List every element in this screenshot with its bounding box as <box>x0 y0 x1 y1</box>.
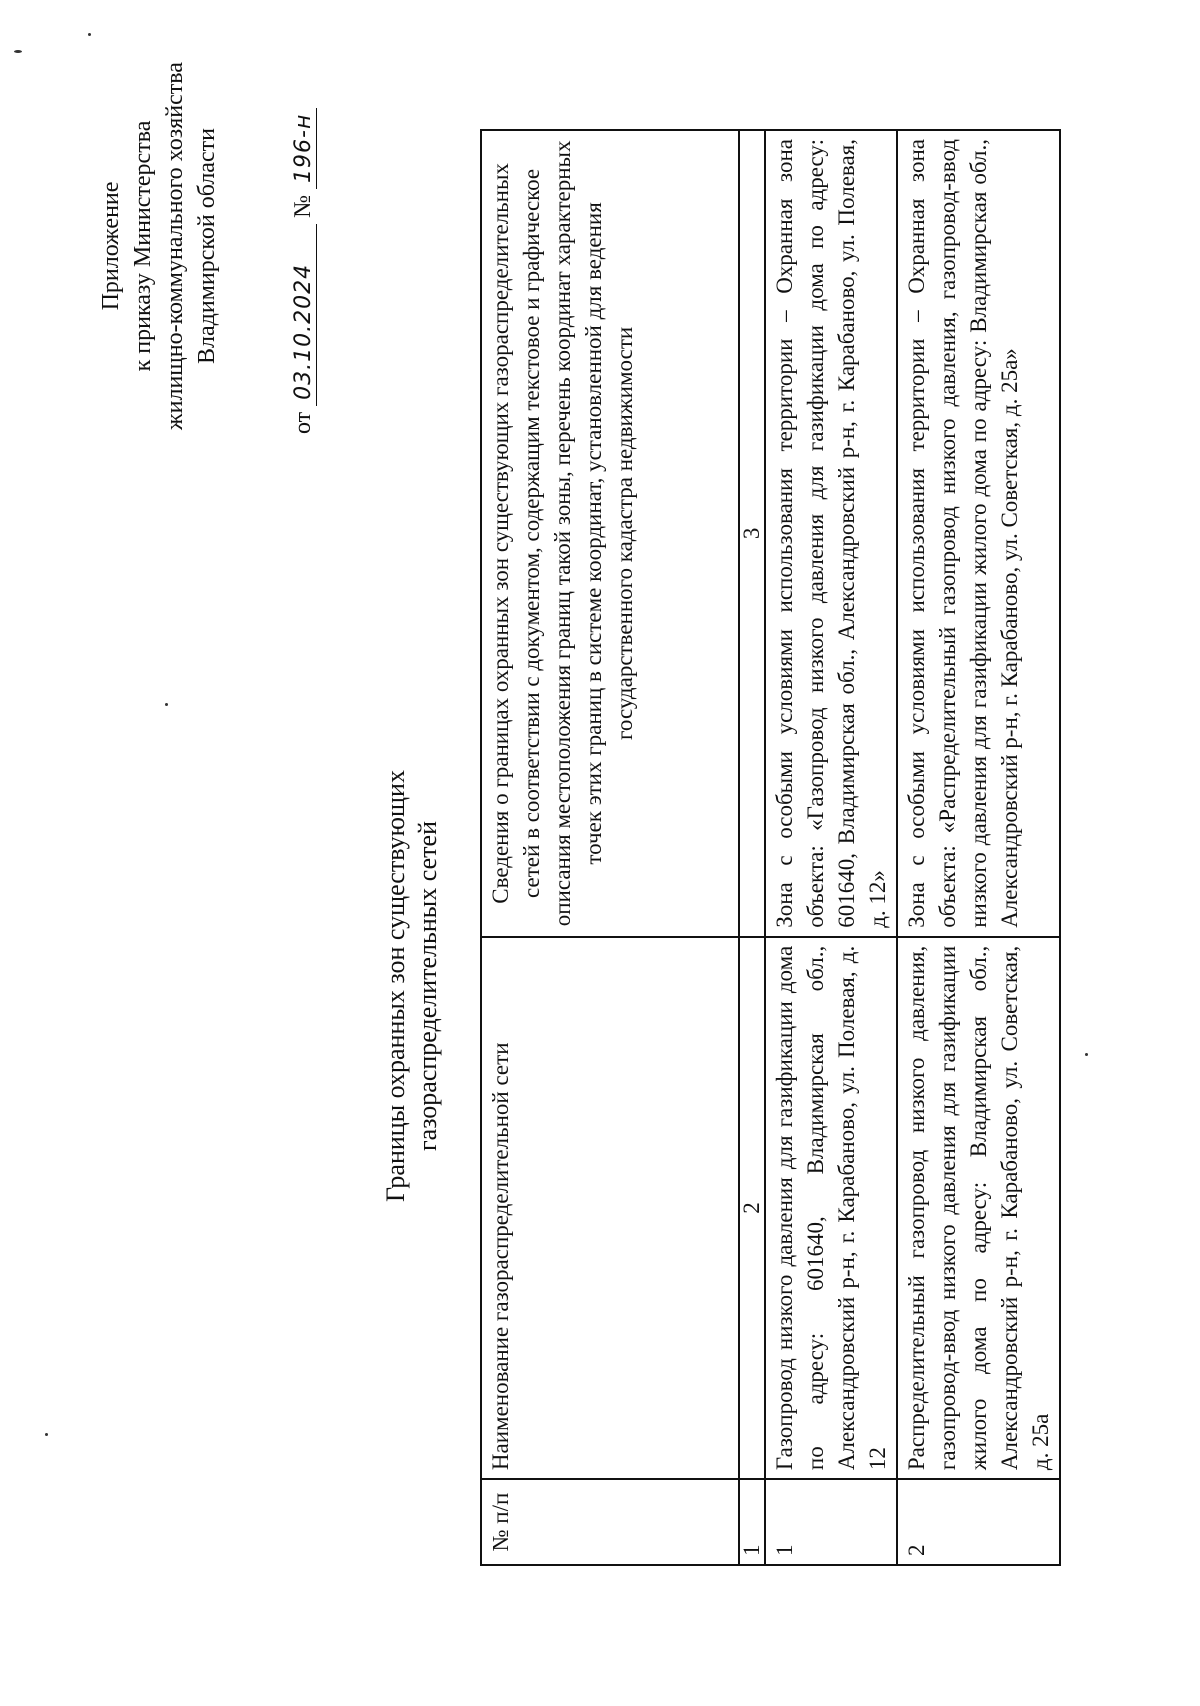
header-number: № п/п <box>481 1479 739 1565</box>
scan-speck <box>88 33 91 36</box>
date-prefix: от <box>290 411 316 434</box>
document-title <box>380 536 444 1436</box>
zone-info: Зона с особыми условиями использования территории – Охранная зона объекта: «Распределительный газопровод низкого давления, газопровод-ввод низкого давления для газификации жилого дома по адресу: Владимирская обл., Александровский р-н, г. Карабаново, ул. Советская, д. 25а» <box>897 130 1060 937</box>
column-number: 2 <box>739 937 765 1479</box>
scan-speck <box>1085 1053 1088 1056</box>
appendix-header <box>95 16 223 476</box>
scan-speck <box>165 703 168 706</box>
scan-speck <box>45 1433 48 1436</box>
order-date-number <box>290 14 317 434</box>
number-prefix: № <box>290 194 316 218</box>
table-row <box>765 130 897 1565</box>
scan-speck <box>14 50 22 53</box>
order-number: 196-н <box>291 108 317 189</box>
title-line: газораспределительных сетей <box>413 821 442 1152</box>
appendix-line: жилищно-коммунального хозяйства <box>162 62 188 430</box>
zone-info: Зона с особыми условиями использования территории – Охранная зона объекта: «Газопровод низкого давления для газификации дома по адресу: 601640, Владимирская обл., Александровский р-н, г. Карабаново, ул. Полевая, д. 12» <box>765 130 897 937</box>
appendix-line: Владимирской области <box>194 128 220 364</box>
column-number-row <box>739 130 765 1565</box>
title-line: Границы охранных зон существующих <box>381 770 410 1202</box>
table-header-row <box>481 130 739 1565</box>
table-row <box>897 130 1060 1565</box>
header-network-name: Наименование газораспределительной сети <box>481 937 739 1479</box>
row-number: 1 <box>765 1479 897 1565</box>
header-zone-info: Сведения о границах охранных зон существующих газораспределительных сетей в соответствии с документом, содержащим текстовое и графическое описания местоположения границ такой зоны, перечень координат характерных точек этих границ в системе координат, установленной для ведения государственного кадастра недвижимости <box>481 130 739 937</box>
network-name: Газопровод низкого давления для газификации дома по адресу: 601640, Владимирская обл., Александровский р-н, г. Карабаново, ул. Полевая, д. 12 <box>765 937 897 1479</box>
row-number: 2 <box>897 1479 1060 1565</box>
column-number: 1 <box>739 1479 765 1565</box>
appendix-line: Приложение <box>98 181 124 311</box>
network-name: Распределительный газопровод низкого давления, газопровод-ввод низкого давления для газификации жилого дома по адресу: Владимирская обл., Александровский р-н, г. Карабаново, ул. Советская, д. 25а <box>897 937 1060 1479</box>
column-number: 3 <box>739 130 765 937</box>
protection-zones-table <box>480 129 1061 1566</box>
appendix-line: к приказу Министерства <box>130 120 156 372</box>
order-date: 03.10.2024 <box>291 224 317 406</box>
